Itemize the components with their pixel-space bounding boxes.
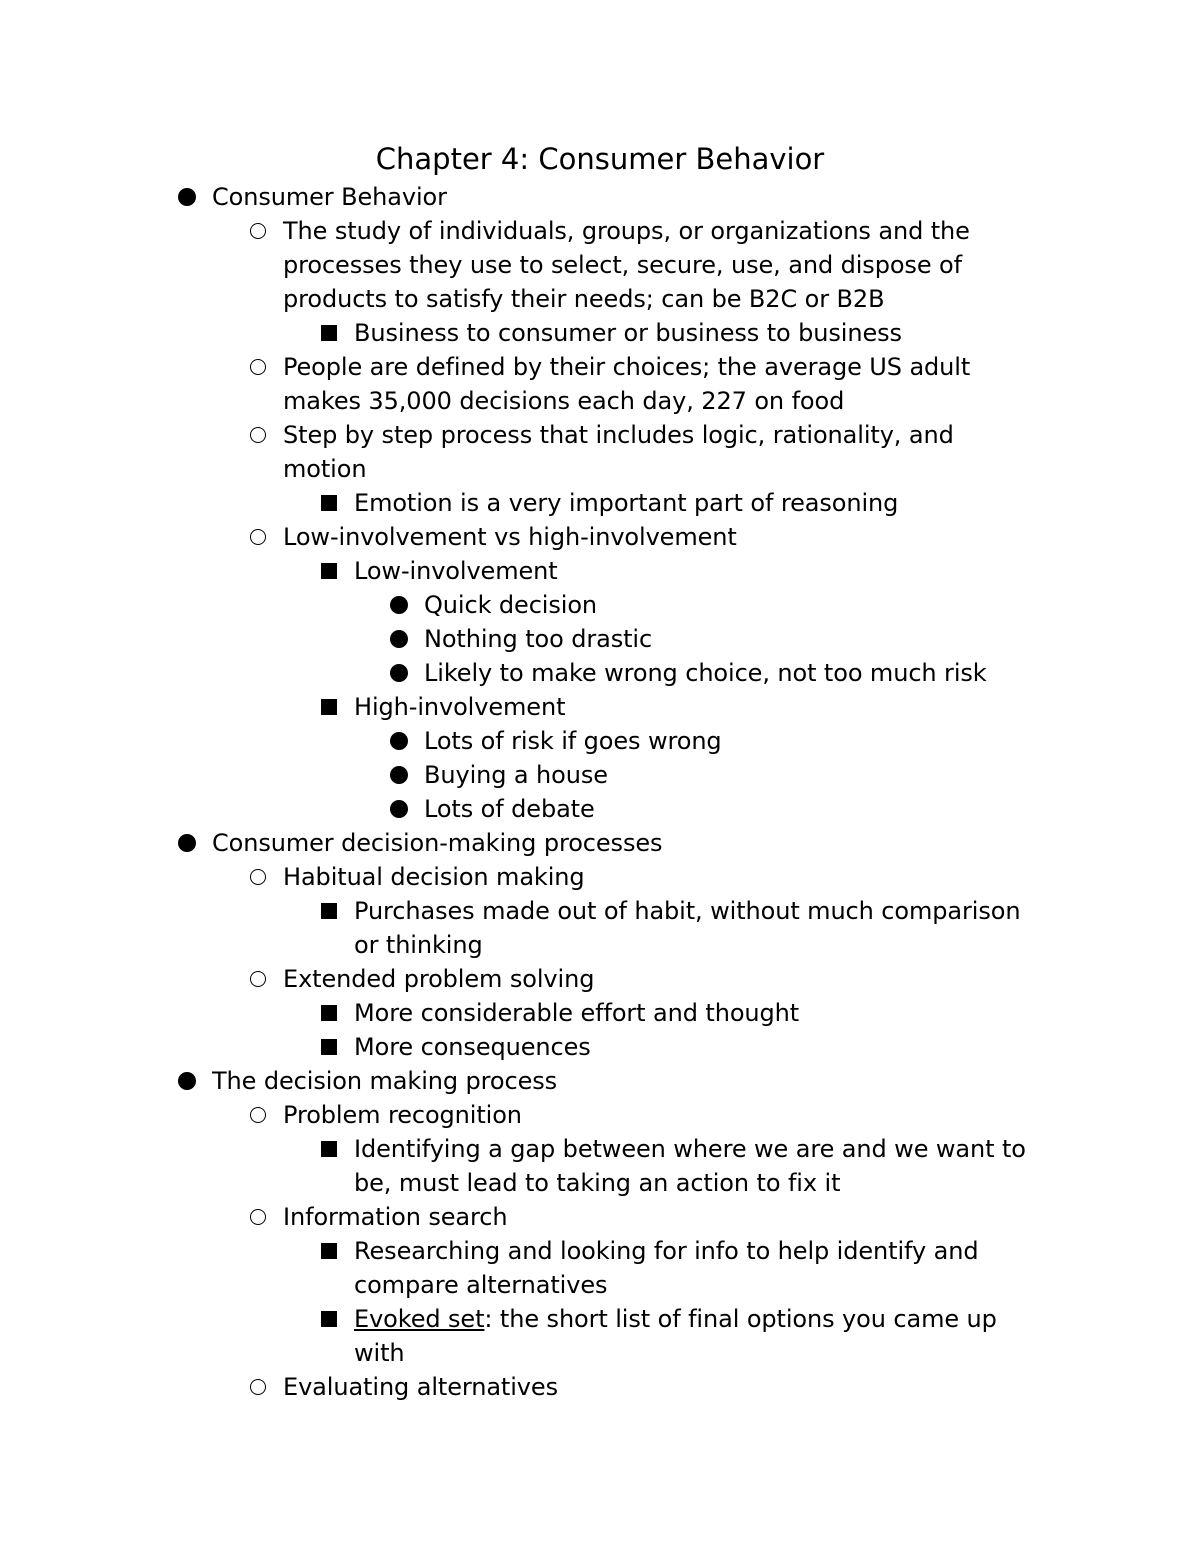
list-item-level-2: [0, 486, 1044, 520]
list-item-text: Low-involvement vs high-involvement: [283, 523, 737, 551]
list-item-level-2: [0, 1234, 1044, 1302]
hollow-circle-bullet-icon: [247, 418, 269, 452]
list-item-level-1: [0, 350, 1043, 418]
filled-circle-bullet-icon: [388, 588, 410, 622]
list-item-level-0: [0, 826, 1042, 860]
hollow-circle-bullet-icon: [247, 350, 269, 384]
square-bullet-icon: [318, 996, 340, 1030]
hollow-circle-bullet-icon: [247, 860, 269, 894]
list-item-text: Buying a house: [424, 761, 608, 789]
list-item-level-2: [0, 316, 1044, 350]
list-item-text: Evaluating alternatives: [283, 1373, 558, 1401]
list-item-text: Likely to make wrong choice, not too much risk: [424, 659, 987, 687]
list-item-level-1: [0, 860, 1043, 894]
list-item-text: Lots of debate: [424, 795, 595, 823]
list-item-text: Emotion is a very important part of reasoning: [354, 489, 899, 517]
list-item-text: Low-involvement: [354, 557, 558, 585]
filled-circle-bullet-icon: [176, 180, 198, 214]
list-item-text: High-involvement: [354, 693, 566, 721]
hollow-circle-bullet-icon: [247, 962, 269, 996]
list-item-level-1: [0, 1370, 1043, 1404]
list-item-level-0: [0, 180, 1042, 214]
list-item-level-3: [0, 656, 1044, 690]
filled-circle-bullet-icon: [388, 622, 410, 656]
underlined-term: Evoked set: [354, 1305, 485, 1333]
filled-circle-bullet-icon: [176, 1064, 198, 1098]
list-item-text: More consequences: [354, 1033, 591, 1061]
list-item-level-3: [0, 724, 1044, 758]
list-item-level-2: [0, 1302, 1044, 1370]
hollow-circle-bullet-icon: [247, 520, 269, 554]
list-item-text: More considerable effort and thought: [354, 999, 800, 1027]
filled-circle-bullet-icon: [388, 758, 410, 792]
list-item-text: Identifying a gap between where we are and we want to be, must lead to taking an action to fix it: [354, 1135, 1026, 1197]
list-item-text: : the short list of final options you came up with: [354, 1305, 997, 1367]
list-item-level-3: [0, 622, 1044, 656]
list-item-level-3: [0, 588, 1044, 622]
list-item-level-2: [0, 996, 1044, 1030]
page-title: Chapter 4: Consumer Behavior: [375, 142, 825, 176]
filled-circle-bullet-icon: [388, 656, 410, 690]
list-item-text: Consumer decision-making processes: [212, 829, 663, 857]
list-item-text: Business to consumer or business to business: [354, 319, 902, 347]
square-bullet-icon: [318, 894, 340, 928]
square-bullet-icon: [318, 1030, 340, 1064]
square-bullet-icon: [318, 554, 340, 588]
list-item-text: Extended problem solving: [283, 965, 595, 993]
list-item-text: The decision making process: [212, 1067, 558, 1095]
filled-circle-bullet-icon: [388, 724, 410, 758]
hollow-circle-bullet-icon: [247, 214, 269, 248]
list-item-text: Researching and looking for info to help identify and compare alternatives: [354, 1237, 979, 1299]
list-item-level-2: [0, 554, 1044, 588]
hollow-circle-bullet-icon: [247, 1370, 269, 1404]
list-item-text: Quick decision: [424, 591, 598, 619]
list-item-text: The study of individuals, groups, or organizations and the processes they use to select, secure, use, and dispose of products to satisfy their needs; can be B2C or B2B: [283, 217, 970, 313]
square-bullet-icon: [318, 1132, 340, 1166]
list-item-text: People are defined by their choices; the average US adult makes 35,000 decisions each day, 227 on food: [283, 353, 971, 415]
square-bullet-icon: [318, 316, 340, 350]
list-item-level-2: [0, 1132, 1044, 1200]
list-item-text: Step by step process that includes logic, rationality, and motion: [283, 421, 954, 483]
square-bullet-icon: [318, 1302, 340, 1336]
list-item-level-1: [0, 520, 1043, 554]
list-item-level-0: [0, 1064, 1042, 1098]
filled-circle-bullet-icon: [176, 826, 198, 860]
list-item-level-2: [0, 690, 1044, 724]
list-item-text: Consumer Behavior: [212, 183, 447, 211]
list-item-text: Habitual decision making: [283, 863, 585, 891]
hollow-circle-bullet-icon: [247, 1200, 269, 1234]
list-item-text: Problem recognition: [283, 1101, 522, 1129]
list-item-level-2: [0, 894, 1044, 962]
square-bullet-icon: [318, 1234, 340, 1268]
list-item-text: Lots of risk if goes wrong: [424, 727, 722, 755]
list-item-level-3: [0, 792, 1044, 826]
hollow-circle-bullet-icon: [247, 1098, 269, 1132]
list-item-text: Information search: [283, 1203, 508, 1231]
list-item-level-1: [0, 418, 1043, 486]
list-item-level-1: [0, 1098, 1043, 1132]
list-item-level-2: [0, 1030, 1044, 1064]
list-item-level-1: [0, 962, 1043, 996]
list-item-level-3: [0, 758, 1044, 792]
list-item-text: Nothing too drastic: [424, 625, 653, 653]
square-bullet-icon: [318, 486, 340, 520]
square-bullet-icon: [318, 690, 340, 724]
filled-circle-bullet-icon: [388, 792, 410, 826]
list-item-level-1: [0, 214, 1043, 316]
list-item-level-1: [0, 1200, 1043, 1234]
list-item-text: Purchases made out of habit, without much comparison or thinking: [354, 897, 1021, 959]
notes-outline: [0, 180, 1200, 1404]
